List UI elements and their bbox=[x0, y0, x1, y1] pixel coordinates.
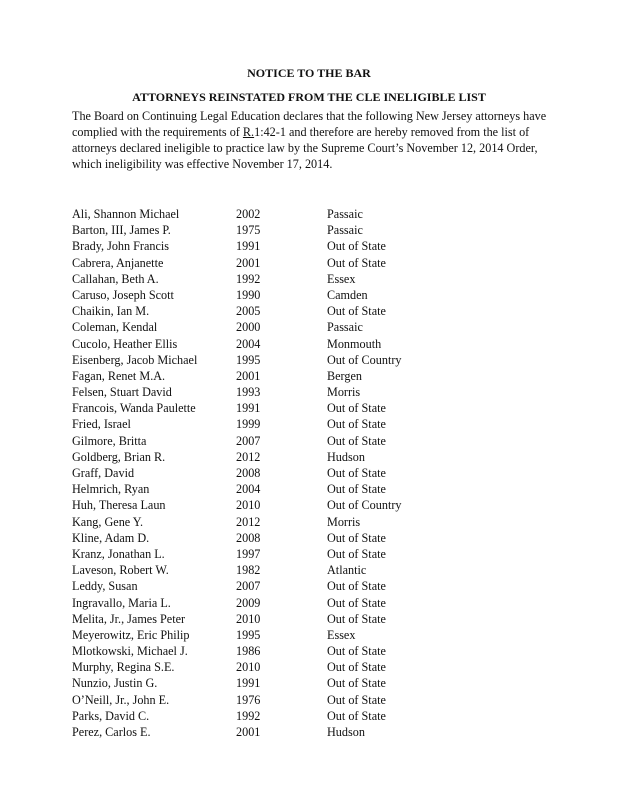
admission-year: 2007 bbox=[236, 433, 261, 448]
attorney-row bbox=[72, 336, 552, 352]
admission-year: 2002 bbox=[236, 207, 261, 221]
attorney-county: Passaic bbox=[327, 223, 363, 238]
admission-year: 1991 bbox=[236, 676, 261, 691]
attorney-county: Out of State bbox=[327, 433, 386, 448]
admission-year: 1993 bbox=[236, 385, 261, 400]
attorney-row bbox=[72, 708, 552, 724]
attorney-name: Fried, Israel bbox=[72, 417, 131, 432]
attorney-row bbox=[72, 271, 552, 287]
attorney-name: Murphy, Regina S.E. bbox=[72, 660, 175, 675]
admission-year: 1997 bbox=[236, 546, 261, 561]
attorney-county: Passaic bbox=[327, 320, 363, 335]
attorney-name: Perez, Carlos E. bbox=[72, 725, 151, 739]
admission-year: 1992 bbox=[236, 708, 261, 723]
attorney-county: Out of State bbox=[327, 417, 386, 432]
admission-year: 2010 bbox=[236, 660, 261, 675]
attorney-name: Leddy, Susan bbox=[72, 579, 138, 594]
attorney-county: Bergen bbox=[327, 368, 362, 383]
intro-text-start: The Board on Continuing Legal Education declares that the following New Jersey attorneys have complied with the requirements of bbox=[72, 109, 547, 139]
attorney-county: Passaic bbox=[327, 207, 363, 221]
attorney-county: Out of State bbox=[327, 530, 386, 545]
admission-year: 2001 bbox=[236, 368, 261, 383]
attorney-name: Parks, David C. bbox=[72, 708, 150, 723]
attorney-name: Meyerowitz, Eric Philip bbox=[72, 627, 190, 642]
attorney-name: Melita, Jr., James Peter bbox=[72, 611, 186, 626]
attorney-name: Ingravallo, Maria L. bbox=[72, 595, 171, 610]
admission-year: 2008 bbox=[236, 466, 261, 480]
attorney-row bbox=[72, 724, 552, 740]
attorney-name: Nunzio, Justin G. bbox=[72, 676, 158, 691]
attorney-row bbox=[72, 287, 552, 303]
admission-year: 2012 bbox=[236, 514, 261, 529]
attorney-row bbox=[72, 255, 552, 271]
admission-year: 1982 bbox=[236, 563, 261, 578]
attorney-name: Brady, John Francis bbox=[72, 239, 170, 254]
attorney-row bbox=[72, 368, 552, 384]
admission-year: 1986 bbox=[236, 644, 261, 659]
attorney-county: Out of Country bbox=[327, 352, 402, 367]
attorney-county: Out of State bbox=[327, 482, 386, 497]
attorney-name: Eisenberg, Jacob Michael bbox=[72, 352, 198, 367]
admission-year: 2005 bbox=[236, 304, 261, 319]
attorney-county: Camden bbox=[327, 287, 368, 302]
attorney-row bbox=[72, 352, 552, 368]
attorney-row bbox=[72, 514, 552, 530]
attorney-name: Kranz, Jonathan L. bbox=[72, 546, 165, 561]
intro-paragraph bbox=[72, 108, 562, 172]
attorney-row bbox=[72, 578, 552, 594]
attorney-name: Gilmore, Britta bbox=[72, 433, 147, 448]
attorney-county: Out of State bbox=[327, 239, 386, 254]
notice-subtitle: ATTORNEYS REINSTATED FROM THE CLE INELIGIBLE LIST bbox=[132, 90, 486, 104]
admission-year: 2010 bbox=[236, 611, 261, 626]
attorney-county: Out of State bbox=[327, 611, 386, 626]
attorney-county: Out of State bbox=[327, 692, 386, 707]
attorney-county: Essex bbox=[327, 271, 356, 286]
attorney-name: Laveson, Robert W. bbox=[72, 563, 169, 578]
admission-year: 1991 bbox=[236, 401, 261, 416]
attorney-county: Morris bbox=[327, 514, 361, 529]
attorney-county: Atlantic bbox=[327, 563, 367, 578]
admission-year: 2000 bbox=[236, 320, 261, 335]
attorney-county: Out of State bbox=[327, 660, 386, 675]
attorney-name: Ali, Shannon Michael bbox=[72, 207, 180, 221]
attorney-row bbox=[72, 643, 552, 659]
attorney-row bbox=[72, 400, 552, 416]
admission-year: 1992 bbox=[236, 271, 261, 286]
attorney-row bbox=[72, 675, 552, 691]
attorney-name: Cabrera, Anjanette bbox=[72, 255, 164, 270]
attorney-row bbox=[72, 530, 552, 546]
attorney-row bbox=[72, 206, 552, 222]
attorney-name: Chaikin, Ian M. bbox=[72, 304, 150, 319]
admission-year: 2012 bbox=[236, 449, 261, 464]
admission-year: 2009 bbox=[236, 595, 261, 610]
attorney-row bbox=[72, 692, 552, 708]
admission-year: 2008 bbox=[236, 530, 261, 545]
attorney-county: Out of State bbox=[327, 708, 386, 723]
attorney-name: Felsen, Stuart David bbox=[72, 385, 172, 400]
admission-year: 2010 bbox=[236, 498, 261, 513]
attorney-name: Helmrich, Ryan bbox=[72, 482, 150, 497]
attorney-name: Callahan, Beth A. bbox=[72, 271, 159, 286]
attorney-county: Out of State bbox=[327, 255, 386, 270]
admission-year: 1991 bbox=[236, 239, 261, 254]
admission-year: 1995 bbox=[236, 627, 261, 642]
attorney-name: Francois, Wanda Paulette bbox=[72, 401, 196, 416]
attorney-county: Hudson bbox=[327, 449, 365, 464]
attorney-row bbox=[72, 238, 552, 254]
notice-title: NOTICE TO THE BAR bbox=[247, 66, 371, 80]
attorney-name: Cucolo, Heather Ellis bbox=[72, 336, 178, 351]
attorney-name: Barton, III, James P. bbox=[72, 223, 171, 238]
attorney-row bbox=[72, 465, 552, 481]
attorney-row bbox=[72, 433, 552, 449]
attorney-row bbox=[72, 546, 552, 562]
attorney-row bbox=[72, 627, 552, 643]
attorney-county: Out of State bbox=[327, 401, 386, 416]
attorney-county: Out of State bbox=[327, 595, 386, 610]
attorney-name: Caruso, Joseph Scott bbox=[72, 287, 174, 302]
attorney-row bbox=[72, 449, 552, 465]
attorney-county: Out of State bbox=[327, 644, 386, 659]
attorney-name: Kline, Adam D. bbox=[72, 530, 150, 545]
admission-year: 1999 bbox=[236, 417, 261, 432]
attorney-county: Morris bbox=[327, 385, 361, 400]
admission-year: 2001 bbox=[236, 725, 261, 739]
admission-year: 1976 bbox=[236, 692, 261, 707]
admission-year: 2001 bbox=[236, 255, 261, 270]
attorney-name: O’Neill, Jr., John E. bbox=[72, 692, 170, 707]
admission-year: 2004 bbox=[236, 336, 261, 351]
attorney-row bbox=[72, 303, 552, 319]
attorney-name: Fagan, Renet M.A. bbox=[72, 368, 166, 383]
rule-reference: R. bbox=[242, 125, 255, 139]
attorney-name: Coleman, Kendal bbox=[72, 320, 158, 335]
attorney-row bbox=[72, 659, 552, 675]
attorney-county: Hudson bbox=[327, 725, 365, 739]
attorney-county: Out of State bbox=[327, 304, 386, 319]
attorney-name: Mlotkowski, Michael J. bbox=[72, 644, 188, 659]
attorney-county: Out of State bbox=[327, 676, 386, 691]
attorney-row bbox=[72, 611, 552, 627]
attorney-name: Huh, Theresa Laun bbox=[72, 498, 166, 513]
attorney-county: Out of State bbox=[327, 579, 386, 594]
attorney-name: Graff, David bbox=[72, 466, 135, 480]
attorney-county: Essex bbox=[327, 627, 356, 642]
attorney-county: Out of State bbox=[327, 546, 386, 561]
attorney-row bbox=[72, 595, 552, 611]
attorney-list bbox=[72, 206, 552, 740]
admission-year: 1995 bbox=[236, 352, 261, 367]
intro-text-end: 1:42-1 and therefore are hereby removed from the list of attorneys declared ineligible to practice law by the Supreme Court’s November 12, 2014 Order, which ineligibility was effective November 17, 2014. bbox=[72, 125, 538, 171]
attorney-name: Kang, Gene Y. bbox=[72, 514, 144, 529]
attorney-row bbox=[72, 481, 552, 497]
attorney-county: Monmouth bbox=[327, 336, 382, 351]
attorney-row bbox=[72, 562, 552, 578]
attorney-name: Goldberg, Brian R. bbox=[72, 449, 166, 464]
admission-year: 1975 bbox=[236, 223, 261, 238]
attorney-row bbox=[72, 222, 552, 238]
admission-year: 2004 bbox=[236, 482, 261, 497]
admission-year: 1990 bbox=[236, 287, 261, 302]
attorney-row bbox=[72, 416, 552, 432]
attorney-row bbox=[72, 384, 552, 400]
attorney-county: Out of State bbox=[327, 466, 386, 480]
attorney-county: Out of Country bbox=[327, 498, 402, 513]
admission-year: 2007 bbox=[236, 579, 261, 594]
attorney-row bbox=[72, 497, 552, 513]
attorney-row bbox=[72, 319, 552, 335]
